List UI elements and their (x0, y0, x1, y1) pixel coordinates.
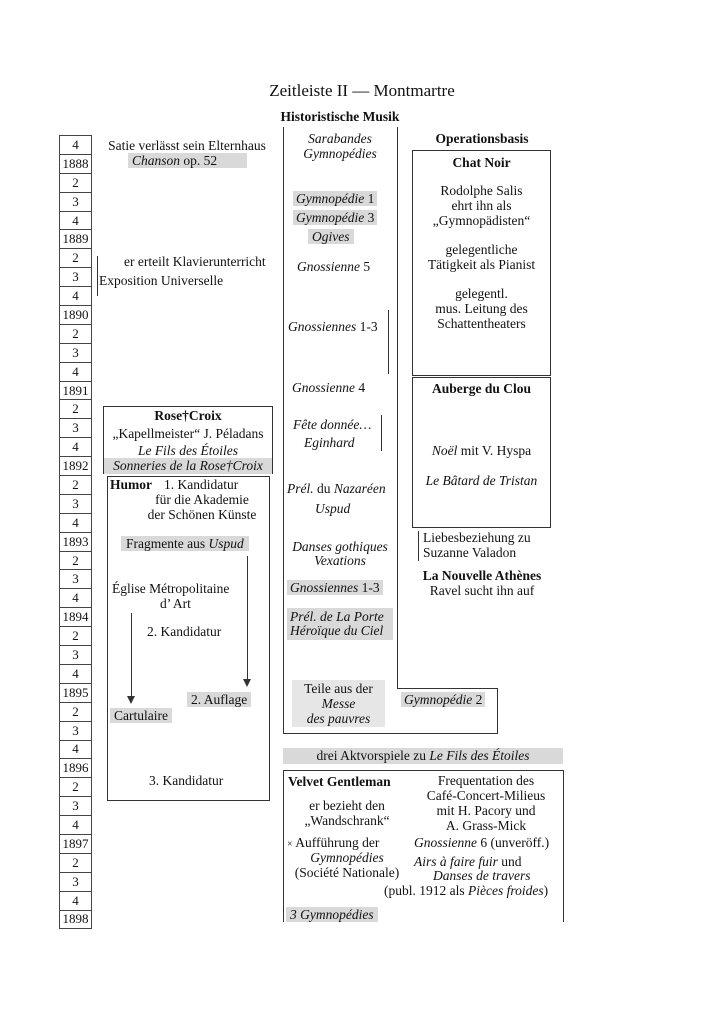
middle-step-right (497, 688, 498, 733)
elternhaus-text: Satie verlässt sein Elternhaus (108, 138, 266, 153)
year-row (60, 457, 92, 476)
bezieht-text-2: „Wandschrank“ (304, 813, 390, 828)
arrow-line-left (131, 613, 132, 697)
year-row (60, 154, 92, 173)
exposition-text: Exposition Universelle (99, 273, 224, 288)
fragmente-text: Fragmente aus Uspud (121, 536, 249, 552)
prelude-nazareen: Prél. du Nazaréen (287, 481, 386, 496)
year-cell: 2 (60, 249, 92, 268)
gymnopedies-text: Gymnopédies (303, 146, 377, 161)
year-row (60, 381, 92, 400)
humor-label: Humor (110, 477, 152, 492)
messe-text: Messe (321, 696, 356, 711)
year-cell: 3 (60, 721, 92, 740)
fete-text: Fête donnée… (293, 417, 372, 432)
year-cell: 2 (60, 551, 92, 570)
year-cell: 1892 (60, 457, 92, 476)
year-cell: 4 (60, 211, 92, 230)
middle-left-border (283, 127, 284, 733)
year-cell: 1897 (60, 834, 92, 853)
chanson-label: Chanson op. 52 (128, 153, 247, 169)
year-cell: 3 (60, 343, 92, 362)
akademie-text: für die Akademie (155, 492, 249, 507)
gnossienne-6: Gnossienne 6 (unveröff.) (414, 835, 550, 850)
year-row (60, 853, 92, 872)
year-cell: 4 (60, 438, 92, 457)
liebes-text-2: Suzanne Valadon (423, 545, 517, 560)
year-row (60, 400, 92, 419)
year-cell: 1896 (60, 759, 92, 778)
year-cell: 2 (60, 702, 92, 721)
operationsbasis-heading: Operationsbasis (435, 131, 529, 146)
chatnoir-line-2: ehrt ihn als (451, 198, 512, 213)
year-cell: 4 (60, 589, 92, 608)
year-row (60, 476, 92, 495)
frequentation-2: Café-Concert-Milieus (426, 788, 546, 803)
year-row (60, 910, 92, 929)
year-cell: 2 (60, 853, 92, 872)
eglise-text-1: Église Métropolitaine (112, 581, 230, 596)
year-row (60, 136, 92, 155)
ogives-text: Ogives (308, 229, 354, 245)
year-row (60, 249, 92, 268)
year-cell: 3 (60, 797, 92, 816)
year-row (60, 192, 92, 211)
year-row (60, 778, 92, 797)
trois-gymnopedies: 3 Gymnopédies (286, 907, 378, 923)
bottom-top-border (283, 770, 563, 771)
year-cell: 1889 (60, 230, 92, 249)
fete-bracket (381, 415, 382, 451)
middle-bottom (283, 733, 498, 734)
year-cell: 1891 (60, 381, 92, 400)
year-cell: 2 (60, 627, 92, 646)
gnossiennes-bracket (388, 310, 389, 374)
velvet-gentleman: Velvet Gentleman (288, 774, 391, 789)
year-row (60, 797, 92, 816)
year-row (60, 608, 92, 627)
auffuehrung-text: × Aufführung der (287, 835, 380, 850)
year-row (60, 551, 92, 570)
gymnopedies-premiere: Gymnopédies (310, 850, 384, 865)
klavier-text: er erteilt Klavierunterricht (124, 254, 266, 269)
bottom-left-border (283, 770, 284, 922)
year-column (59, 135, 92, 929)
year-row (60, 362, 92, 381)
year-row (60, 589, 92, 608)
frequentation-3: mit H. Pacory und (436, 803, 536, 818)
publ-text: (publ. 1912 als Pièces froides) (384, 883, 549, 898)
batard-text: Le Bâtard de Tristan (425, 473, 538, 488)
year-row (60, 438, 92, 457)
year-cell: 3 (60, 646, 92, 665)
year-cell: 1895 (60, 683, 92, 702)
year-cell: 1894 (60, 608, 92, 627)
year-row (60, 834, 92, 853)
teile-text: Teile aus der (304, 681, 373, 696)
year-row (60, 230, 92, 249)
year-row (60, 759, 92, 778)
year-cell: 4 (60, 513, 92, 532)
gymnopedie-3: Gymnopédie 3 (293, 210, 377, 226)
year-cell: 1890 (60, 306, 92, 325)
gnossiennes-1-3-second: Gnossiennes 1-3 (287, 580, 383, 596)
kapellmeister-text: „Kapellmeister“ J. Péladans (112, 426, 264, 441)
bezieht-text-1: er bezieht den (309, 798, 385, 813)
year-row (60, 646, 92, 665)
kandidatur-1: 1. Kandidatur (164, 477, 239, 492)
nouvelle-athenes: La Nouvelle Athènes (422, 568, 542, 583)
societe-text: (Société Nationale) (294, 865, 400, 880)
arrow-line-right (247, 556, 248, 680)
chatnoir-line-6: gelegentl. (455, 286, 508, 301)
chatnoir-line-8: Schattentheaters (437, 316, 526, 331)
chatnoir-line-5: Tätigkeit als Pianist (427, 257, 536, 272)
year-cell: 4 (60, 287, 92, 306)
page-title: Zeitleiste II — Montmartre (269, 81, 455, 100)
year-cell: 4 (60, 816, 92, 835)
year-row (60, 891, 92, 910)
fils-text: Le Fils des Étoiles (137, 443, 239, 458)
auflage-text: 2. Auflage (187, 692, 251, 708)
historistische-heading: Historistische Musik (280, 109, 400, 124)
middle-step-top (397, 688, 498, 689)
year-row (60, 513, 92, 532)
liebes-text-1: Liebesbeziehung zu (423, 530, 531, 545)
year-row (60, 702, 92, 721)
prelude-porte-2: Héroïque du Ciel (290, 623, 384, 638)
sonneries-text: Sonneries de la Rose†Croix (104, 458, 272, 474)
frequentation-1: Frequentation des (437, 773, 535, 788)
arrow-head-right (243, 679, 251, 687)
chatnoir-line-3: „Gymnopädisten“ (432, 213, 531, 228)
middle-right-border (397, 127, 398, 688)
noel-text: Noël mit V. Hyspa (431, 443, 532, 458)
year-cell: 3 (60, 268, 92, 287)
klavier-bracket (97, 256, 98, 296)
sarabandes-text: Sarabandes (308, 131, 372, 146)
year-cell: 3 (60, 872, 92, 891)
ravel-text: Ravel sucht ihn auf (429, 583, 535, 598)
year-cell: 3 (60, 494, 92, 513)
rosecroix-title: Rose†Croix (154, 408, 222, 423)
year-row (60, 343, 92, 362)
year-row (60, 173, 92, 192)
prelude-porte-1: Prél. de La Porte (290, 609, 384, 624)
chatnoir-line-1: Rodolphe Salis (440, 183, 523, 198)
eglise-text-2: d’ Art (160, 596, 191, 611)
year-row (60, 740, 92, 759)
bottom-right-border (563, 770, 564, 922)
kandidatur-2: 2. Kandidatur (147, 624, 222, 639)
chatnoir-line-7: mus. Leitung des (435, 301, 528, 316)
year-row (60, 211, 92, 230)
frequentation-4: A. Grass-Mick (445, 818, 527, 833)
aktvorspiele-bar: drei Aktvorspiele zu Le Fils des Étoiles (283, 748, 563, 764)
year-cell: 2 (60, 173, 92, 192)
year-cell: 3 (60, 419, 92, 438)
year-row (60, 306, 92, 325)
year-row (60, 570, 92, 589)
year-row (60, 816, 92, 835)
year-cell: 1888 (60, 154, 92, 173)
year-cell: 2 (60, 476, 92, 495)
gnossienne-5: Gnossienne 5 (297, 259, 371, 274)
kuenste-text: der Schönen Künste (147, 507, 257, 522)
pauvres-text: des pauvres (306, 711, 371, 726)
year-row (60, 419, 92, 438)
chatnoir-line-4: gelegentliche (445, 242, 518, 257)
year-cell: 2 (60, 324, 92, 343)
year-row (60, 664, 92, 683)
arrow-head-left (127, 696, 135, 704)
year-row (60, 287, 92, 306)
auberge-title: Auberge du Clou (431, 381, 531, 396)
gymnopedie-1: Gymnopédie 1 (293, 191, 377, 207)
year-cell: 3 (60, 570, 92, 589)
year-row (60, 627, 92, 646)
year-row (60, 683, 92, 702)
eginhard-text: Eginhard (304, 435, 355, 450)
airs-text: Airs à faire fuir und (414, 854, 522, 869)
year-row (60, 872, 92, 891)
uspud-text: Uspud (315, 501, 351, 516)
year-cell: 1893 (60, 532, 92, 551)
danses-gothiques: Danses gothiques (292, 539, 388, 554)
year-row (60, 324, 92, 343)
cartulaire-text: Cartulaire (110, 708, 172, 724)
year-cell: 2 (60, 400, 92, 419)
year-cell: 2 (60, 778, 92, 797)
year-row (60, 532, 92, 551)
year-cell: 4 (60, 740, 92, 759)
danses-travers: Danses de travers (433, 868, 531, 883)
kandidatur-3: 3. Kandidatur (149, 773, 224, 788)
year-cell: 1898 (60, 910, 92, 929)
gnossiennes-1-3: Gnossiennes 1-3 (288, 319, 378, 334)
year-cell: 3 (60, 192, 92, 211)
year-cell: 4 (60, 362, 92, 381)
year-cell: 4 (60, 891, 92, 910)
year-row (60, 494, 92, 513)
year-cell: 4 (60, 136, 92, 155)
year-cell: 4 (60, 664, 92, 683)
vexations-text: Vexations (314, 553, 366, 568)
chatnoir-title: Chat Noir (452, 155, 511, 170)
gymnopedie-2: Gymnopédie 2 (401, 692, 485, 708)
year-row (60, 268, 92, 287)
gnossienne-4: Gnossienne 4 (292, 380, 366, 395)
year-row (60, 721, 92, 740)
liebes-bracket (418, 531, 419, 561)
